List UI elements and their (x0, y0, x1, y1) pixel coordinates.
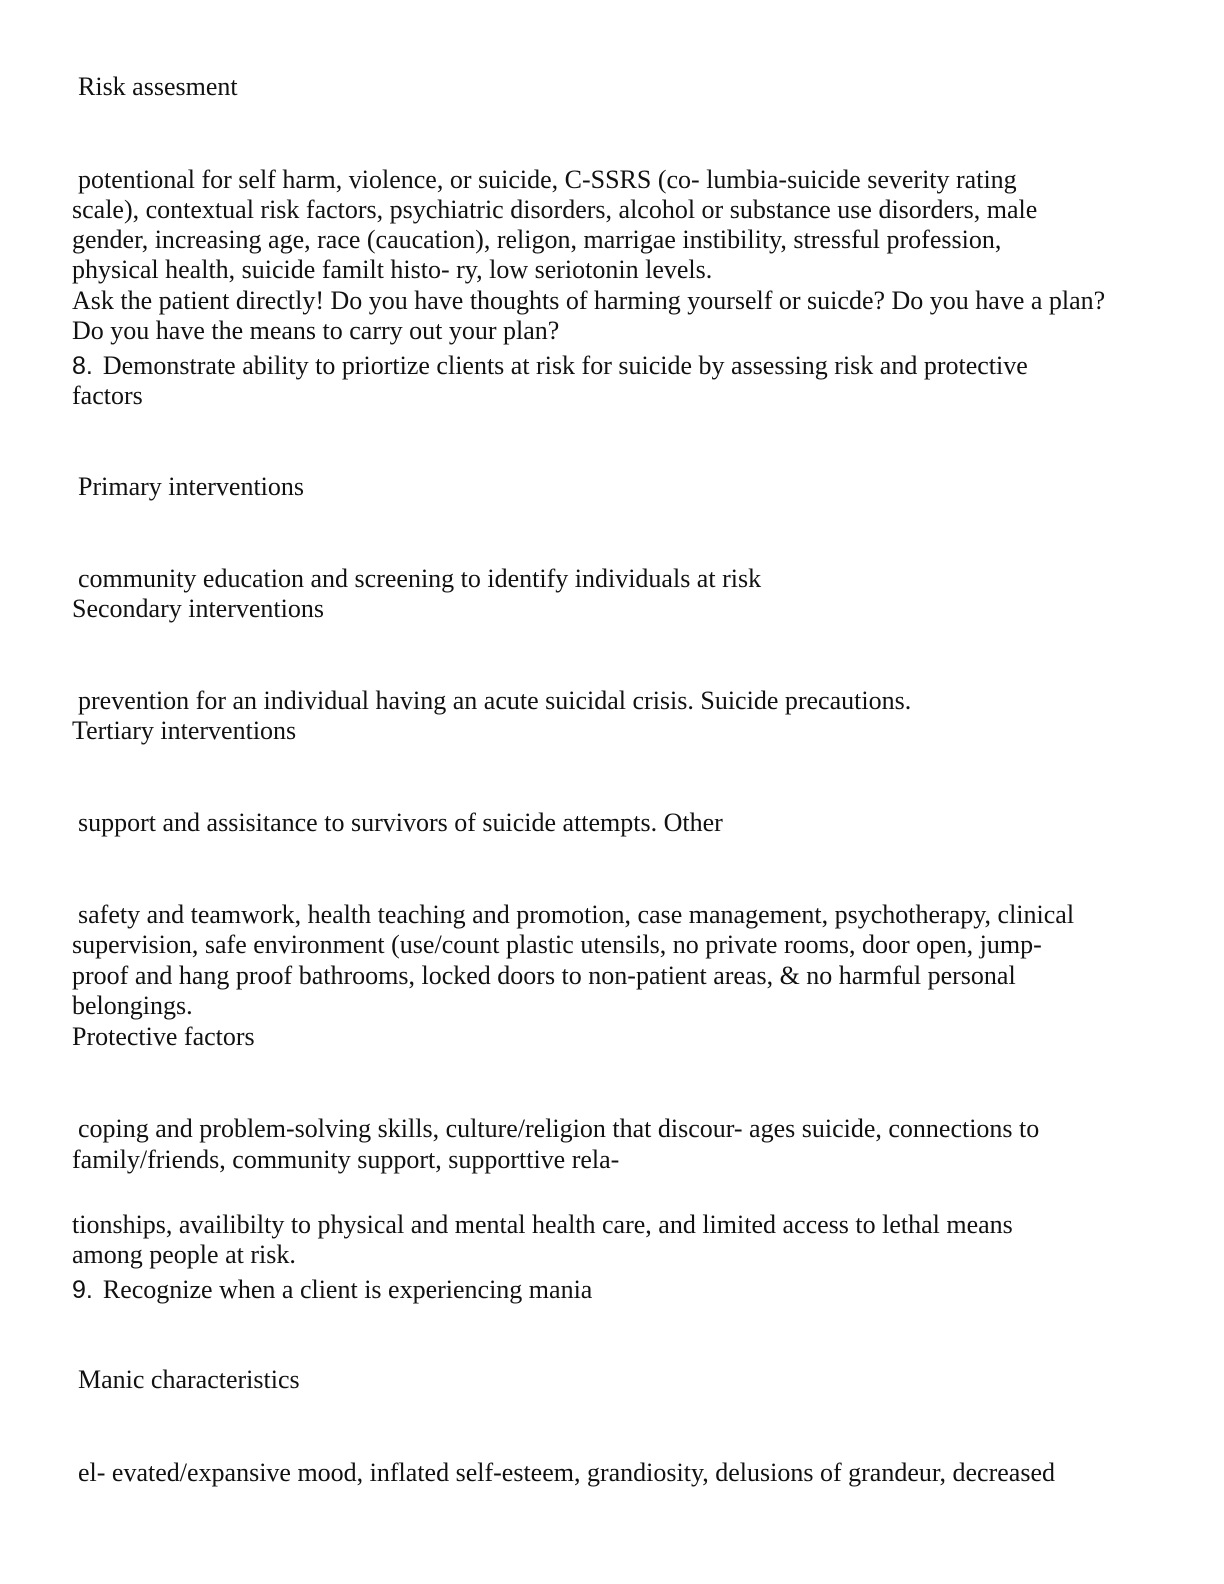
manic-characteristics-heading: Manic characteristics (78, 1365, 300, 1394)
protective-text-line: tionships, availibilty to physical and mental health care, and limited access to lethal means (72, 1210, 1013, 1239)
risk-assessment-heading: Risk assesment (78, 72, 238, 101)
other-text-line: safety and teamwork, health teaching and promotion, case management, psychotherapy, clinical (78, 900, 1075, 929)
item-9-text: Recognize when a client is experiencing mania (102, 1275, 593, 1304)
item-9-number: 9. (72, 1276, 93, 1304)
other-text-line: supervision, safe environment (use/count plastic utensils, no private rooms, door open, jump- (72, 930, 1042, 959)
item-8-text-cont: factors (72, 381, 143, 410)
primary-interventions-text: community education and screening to identify individuals at risk (78, 564, 762, 593)
item-8-text: Demonstrate ability to priortize clients at risk for suicide by assessing risk and protective (102, 351, 1028, 380)
secondary-interventions-text: prevention for an individual having an acute suicidal crisis. Suicide precautions. (78, 686, 912, 715)
other-text-line: proof and hang proof bathrooms, locked doors to non-patient areas, & no harmful personal (72, 961, 1016, 990)
manic-characteristics-text: el- evated/expansive mood, inflated self-esteem, grandiosity, delusions of grandeur, decreased (78, 1458, 1055, 1487)
protective-factors-heading: Protective factors (72, 1022, 255, 1051)
risk-text-line: scale), contextual risk factors, psychiatric disorders, alcohol or substance use disorders, male (72, 195, 1038, 224)
protective-text-line: among people at risk. (72, 1240, 296, 1269)
primary-interventions-heading: Primary interventions (78, 472, 305, 501)
secondary-interventions-heading: Secondary interventions (72, 594, 324, 623)
risk-text-line: gender, increasing age, race (caucation), religon, marrigae instibility, stressful profession, (72, 225, 1002, 254)
protective-text-line: family/friends, community support, supporttive rela- (72, 1145, 620, 1174)
item-8-number: 8. (72, 352, 93, 380)
item-9 (72, 1275, 592, 1305)
tertiary-interventions-heading: Tertiary interventions (72, 716, 297, 745)
risk-text-line: Do you have the means to carry out your plan? (72, 316, 560, 345)
risk-text-line: potentional for self harm, violence, or suicide, C-SSRS (co- lumbia-suicide severity rating (78, 165, 1017, 194)
risk-text-line: Ask the patient directly! Do you have thoughts of harming yourself or suicde? Do you have a plan? (72, 286, 1106, 315)
risk-text-line: physical health, suicide familt histo- ry, low seriotonin levels. (72, 255, 713, 284)
other-text-line: belongings. (72, 991, 193, 1020)
item-8 (72, 351, 1028, 381)
protective-text-line: coping and problem-solving skills, culture/religion that discour- ages suicide, connections to (78, 1114, 1040, 1143)
tertiary-interventions-text: support and assisitance to survivors of suicide attempts. Other (78, 808, 723, 837)
